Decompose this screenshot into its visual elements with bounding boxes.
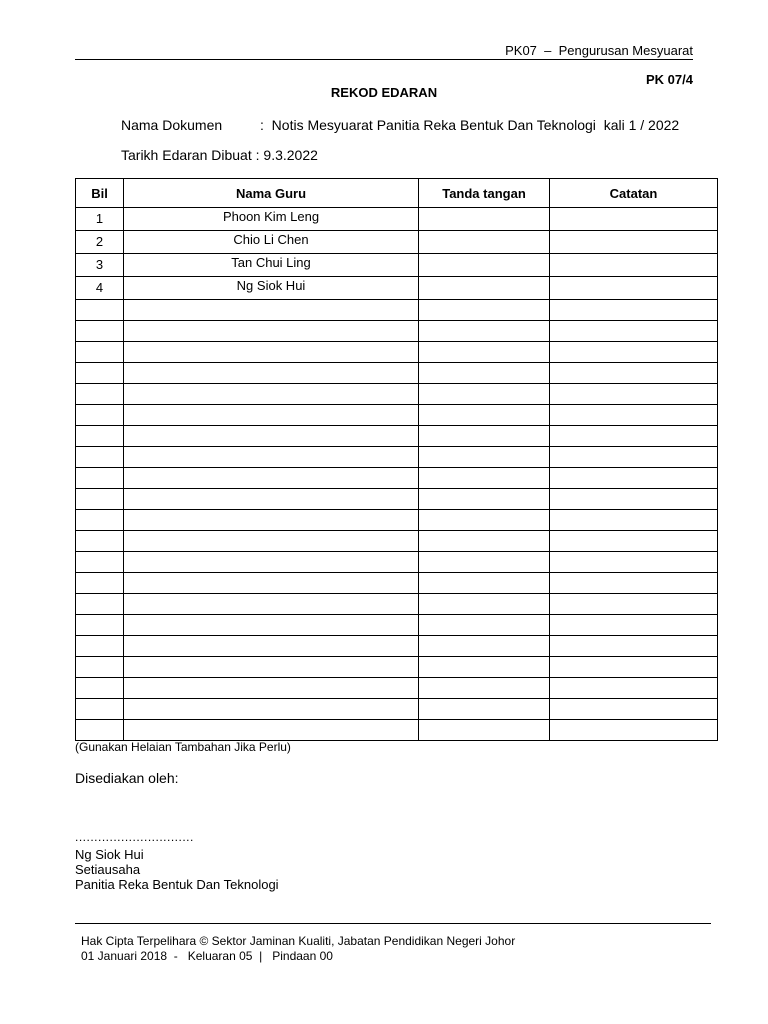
signature-cell [419, 615, 550, 636]
empty-table-row [76, 468, 718, 489]
secretary-role: Setiausaha [75, 862, 141, 877]
row-number [76, 699, 124, 720]
row-number [76, 384, 124, 405]
row-number [76, 447, 124, 468]
row-number: 3 [76, 254, 124, 277]
circulation-date: Tarikh Edaran Dibuat : 9.3.2022 [121, 147, 318, 163]
signature-cell [419, 231, 550, 254]
table-row [76, 208, 718, 231]
row-number [76, 300, 124, 321]
row-number [76, 405, 124, 426]
document-title: REKOD EDARAN [330, 85, 438, 100]
header-divider [75, 59, 693, 60]
teacher-name [124, 699, 419, 720]
signature-cell [419, 510, 550, 531]
signature-cell [419, 300, 550, 321]
remarks-cell [550, 300, 718, 321]
signature-cell [419, 699, 550, 720]
header-reference: PK07 – Pengurusan Mesyuarat [505, 43, 693, 58]
signature-cell [419, 657, 550, 678]
row-number [76, 363, 124, 384]
remarks-cell [550, 720, 718, 741]
remarks-cell [550, 594, 718, 615]
signature-cell [419, 594, 550, 615]
row-number: 2 [76, 231, 124, 254]
empty-table-row [76, 531, 718, 552]
secretary-name: Ng Siok Hui [75, 847, 144, 862]
row-number [76, 510, 124, 531]
row-number [76, 552, 124, 573]
table-header-row [76, 179, 718, 208]
empty-table-row [76, 510, 718, 531]
empty-table-row [76, 552, 718, 573]
empty-table-row [76, 447, 718, 468]
remarks-cell [550, 277, 718, 300]
empty-table-row [76, 342, 718, 363]
remarks-cell [550, 384, 718, 405]
empty-table-row [76, 489, 718, 510]
signature-cell [419, 208, 550, 231]
signature-cell [419, 447, 550, 468]
teacher-name [124, 531, 419, 552]
footer-copyright: Hak Cipta Terpelihara © Sektor Jaminan Kualiti, Jabatan Pendidikan Negeri Johor [81, 934, 516, 948]
empty-table-row [76, 384, 718, 405]
row-number [76, 342, 124, 363]
signature-cell [419, 363, 550, 384]
remarks-cell [550, 636, 718, 657]
teacher-name [124, 384, 419, 405]
empty-table-row [76, 678, 718, 699]
prepared-by-label: Disediakan oleh: [75, 770, 179, 786]
remarks-cell [550, 573, 718, 594]
row-number [76, 426, 124, 447]
row-number [76, 321, 124, 342]
column-header-catatan: Catatan [550, 179, 718, 208]
signature-line: ............................... [75, 830, 194, 844]
signature-cell [419, 720, 550, 741]
empty-table-row [76, 321, 718, 342]
teacher-name [124, 636, 419, 657]
signature-cell [419, 636, 550, 657]
empty-table-row [76, 426, 718, 447]
signature-cell [419, 531, 550, 552]
empty-table-row [76, 363, 718, 384]
panel-name: Panitia Reka Bentuk Dan Teknologi [75, 877, 279, 892]
teacher-name [124, 657, 419, 678]
remarks-cell [550, 363, 718, 384]
teacher-name: Phoon Kim Leng [124, 208, 419, 231]
teacher-name [124, 342, 419, 363]
form-code: PK 07/4 [646, 72, 693, 87]
row-number [76, 573, 124, 594]
teacher-name [124, 468, 419, 489]
signature-cell [419, 342, 550, 363]
table-row [76, 277, 718, 300]
row-number [76, 594, 124, 615]
teacher-name [124, 405, 419, 426]
signature-cell [419, 321, 550, 342]
empty-table-row [76, 615, 718, 636]
remarks-cell [550, 254, 718, 277]
circulation-table [75, 178, 718, 741]
teacher-name [124, 300, 419, 321]
remarks-cell [550, 405, 718, 426]
signature-cell [419, 254, 550, 277]
footer-divider [75, 923, 711, 924]
empty-table-row [76, 594, 718, 615]
extra-sheet-note: (Gunakan Helaian Tambahan Jika Perlu) [75, 740, 291, 754]
remarks-cell [550, 231, 718, 254]
remarks-cell [550, 615, 718, 636]
signature-cell [419, 277, 550, 300]
remarks-cell [550, 678, 718, 699]
footer-revision: 01 Januari 2018 - Keluaran 05 | Pindaan 00 [81, 949, 333, 963]
table-row [76, 254, 718, 277]
teacher-name [124, 678, 419, 699]
remarks-cell [550, 552, 718, 573]
table-row [76, 231, 718, 254]
remarks-cell [550, 510, 718, 531]
column-header-nama-guru: Nama Guru [124, 179, 419, 208]
signature-cell [419, 384, 550, 405]
column-header-tanda-tangan: Tanda tangan [419, 179, 550, 208]
teacher-name [124, 552, 419, 573]
signature-cell [419, 678, 550, 699]
empty-table-row [76, 720, 718, 741]
document-name-value: : Notis Mesyuarat Panitia Reka Bentuk Dan Teknologi kali 1 / 2022 [260, 117, 680, 133]
teacher-name: Tan Chui Ling [124, 254, 419, 277]
signature-cell [419, 468, 550, 489]
teacher-name [124, 573, 419, 594]
row-number [76, 720, 124, 741]
row-number: 1 [76, 208, 124, 231]
teacher-name [124, 594, 419, 615]
signature-cell [419, 573, 550, 594]
remarks-cell [550, 208, 718, 231]
column-header-bil: Bil [76, 179, 124, 208]
remarks-cell [550, 699, 718, 720]
teacher-name [124, 447, 419, 468]
remarks-cell [550, 447, 718, 468]
empty-table-row [76, 636, 718, 657]
remarks-cell [550, 342, 718, 363]
row-number: 4 [76, 277, 124, 300]
row-number [76, 636, 124, 657]
signature-cell [419, 552, 550, 573]
remarks-cell [550, 321, 718, 342]
teacher-name: Chio Li Chen [124, 231, 419, 254]
remarks-cell [550, 489, 718, 510]
row-number [76, 531, 124, 552]
document-name-label: Nama Dokumen [121, 117, 223, 133]
empty-table-row [76, 699, 718, 720]
teacher-name [124, 615, 419, 636]
row-number [76, 489, 124, 510]
row-number [76, 468, 124, 489]
row-number [76, 678, 124, 699]
signature-cell [419, 489, 550, 510]
signature-cell [419, 405, 550, 426]
teacher-name [124, 321, 419, 342]
remarks-cell [550, 531, 718, 552]
remarks-cell [550, 657, 718, 678]
empty-table-row [76, 573, 718, 594]
empty-table-row [76, 657, 718, 678]
row-number [76, 615, 124, 636]
teacher-name: Ng Siok Hui [124, 277, 419, 300]
remarks-cell [550, 426, 718, 447]
teacher-name [124, 720, 419, 741]
teacher-name [124, 510, 419, 531]
teacher-name [124, 489, 419, 510]
row-number [76, 657, 124, 678]
remarks-cell [550, 468, 718, 489]
empty-table-row [76, 405, 718, 426]
teacher-name [124, 363, 419, 384]
signature-cell [419, 426, 550, 447]
teacher-name [124, 426, 419, 447]
empty-table-row [76, 300, 718, 321]
